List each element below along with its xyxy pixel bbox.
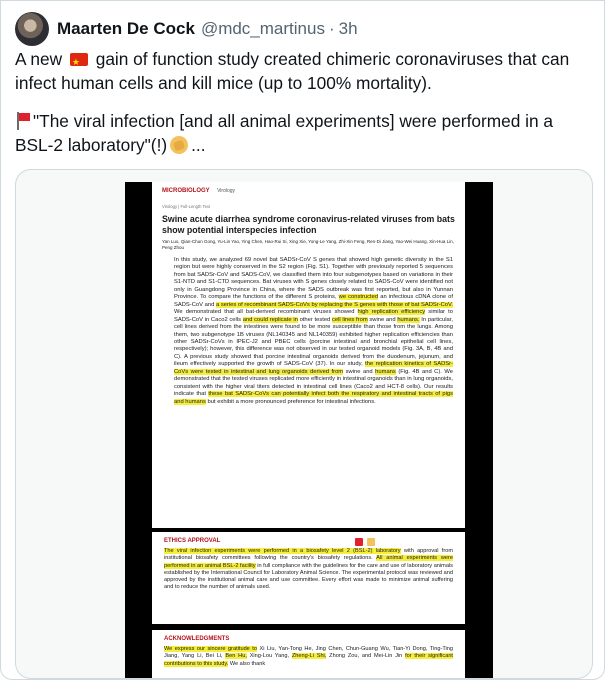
paper-body: In this study, we analyzed 69 novel bat SADSr-CoV S genes that showed high genetic diversity in the S1 region but were highly conserved in the S2 region (Fig. S1). Together with previously reported 5 sequences from bat SADSr-CoV and SADS-CoV, we classified them into four subgenotypes based on variations in their S1-NTD and S1-CTD sequences. Bat viruses with S genes closely related to SADS-CoV were identified not only in Guangdong Province in China, where the SADS outbreak was first reported, but also in Yunnan Province. To compare the functions of the different S proteins, we constructed an infectious cDNA clone of SADS-CoV and a series of recombinant SADS-CoVs by replacing the S genes with those of bat SADSr-CoV. We demonstrated that all bat-derived recombinant viruses showed high replication efficiency similar to SADS-CoV in Caco2 cells and could replicate in other tested cell lines from swine and humans. In particular, cell lines derived from the intestines were found to be more susceptible than those from the lungs. Among them, two subgenotype 1B viruses (NL140345 and NL140359) exhibited higher replication efficiencies than other SADSr-CoVs in IPEC-J2 and PBEC cells (porcine intestinal and bronchial epithelial cell lines, respectively); however, this difference was not observed in our tested organoid models (Fig. 3A, B, 4B and C). A previous study showed that porcine intestinal organoids derived from the duodenum, jejunum, and ileum effectively supported the growth of SADS-CoV (37). In our study, the replication kinetics of SADSr-CoVs were tested in intestinal and lung organoids derived from swine and humans (Fig. 4B and C). We demonstrated that the tested viruses replicated more efficiently in intestinal organoids than in lung organoids, consistent with the higher viral titers detected in intestinal cell lines (Caco2 and HCT-8 cells). Our results indicate that these bat SADSr-CoVs can potentially infect both the respiratory and intestinal tracts of pigs and humans but exhibit a more pronounced preference for intestinal infections. (174, 257, 454, 405)
timestamp[interactable]: 3h (338, 19, 358, 38)
tweet-quote: "The viral infection [and all animal experiments] were performed in a BSL-2 laboratory"(!) (15, 111, 554, 155)
journal-header (152, 182, 465, 194)
paper-ack-section (152, 630, 465, 678)
paper-authors: Yan Luo, Qian-Chun Gong, Yu-Lin Yao, Ying Chen, Hao-Rui Si, Xing Xie, Yong-Le Yang, Zhi-Xin Feng, Ren-Di Jiang, Yao-Wei Huang, Xin-Hua Lin, Peng Zhou (162, 239, 454, 250)
facepalm-icon (367, 538, 375, 546)
china-flag-icon (70, 53, 88, 66)
paper-page-main (152, 182, 465, 528)
red-flag-icon (15, 112, 31, 130)
paper-title: Swine acute diarrhea syndrome coronavirus-related viruses from bats show potential interspecies infection (162, 214, 455, 235)
paper-category: Virology | Full-Length Text (162, 204, 211, 209)
avatar[interactable] (15, 12, 49, 46)
tweet-media[interactable] (15, 169, 593, 679)
tweet-line1-after: gain of function study created chimeric coronaviruses that can infect human cells and kill mice (up to 100% mortality). (15, 49, 570, 93)
reaction-emojis (355, 538, 379, 548)
red-flag-icon (355, 538, 363, 546)
tweet-paragraph-2 (15, 109, 595, 157)
author-name[interactable]: Maarten De Cock (57, 19, 195, 38)
tweet-header (15, 11, 358, 47)
ack-heading: ACKNOWLEDGMENTS (164, 636, 230, 642)
journal-logo: MICROBIOLOGY (162, 188, 210, 194)
paper-screenshot (125, 182, 493, 678)
separator-dot: · (328, 19, 335, 38)
ethics-text: The viral infection experiments were performed in a biosafety level 2 (BSL-2) laboratory with approval from institutional biosafety committees following the country's biosafety regulations. All animal experiments were performed in an animal BSL-2 facility in full compliance with the guidelines for the care and use of laboratory animals established by the International Council for Laboratory Animal Science. The experimental protocol was reviewed and approved by the institutional animal care and use committee. Every effort was made to minimize animal suffering and to reduce the number of animals used. (164, 548, 453, 591)
paper-ethics-section (152, 532, 465, 624)
author-handle[interactable]: @mdc_martinus (200, 19, 325, 38)
tweet-paragraph-1 (15, 47, 595, 95)
facepalm-icon (170, 136, 188, 154)
ethics-heading: ETHICS APPROVAL (164, 538, 221, 544)
tweet-text (15, 47, 595, 171)
tweet-ellipsis: ... (191, 135, 206, 155)
journal-name: Virology (217, 188, 236, 194)
ack-text: We express our sincere gratitude to Xi Liu, Yan-Tong He, Jing Chen, Chun-Guang Wu, Tian-Yi Dong, Ting-Ting Jiang, Yang Li, Bei Li, Ben Hu, Xing-Lou Yang, Zheng-Li Shi, Zhong Zou, and Mei-Lin Jin for their significant contributions to this study. We also thank (164, 646, 453, 667)
tweet-line1-before: A new (15, 49, 63, 69)
